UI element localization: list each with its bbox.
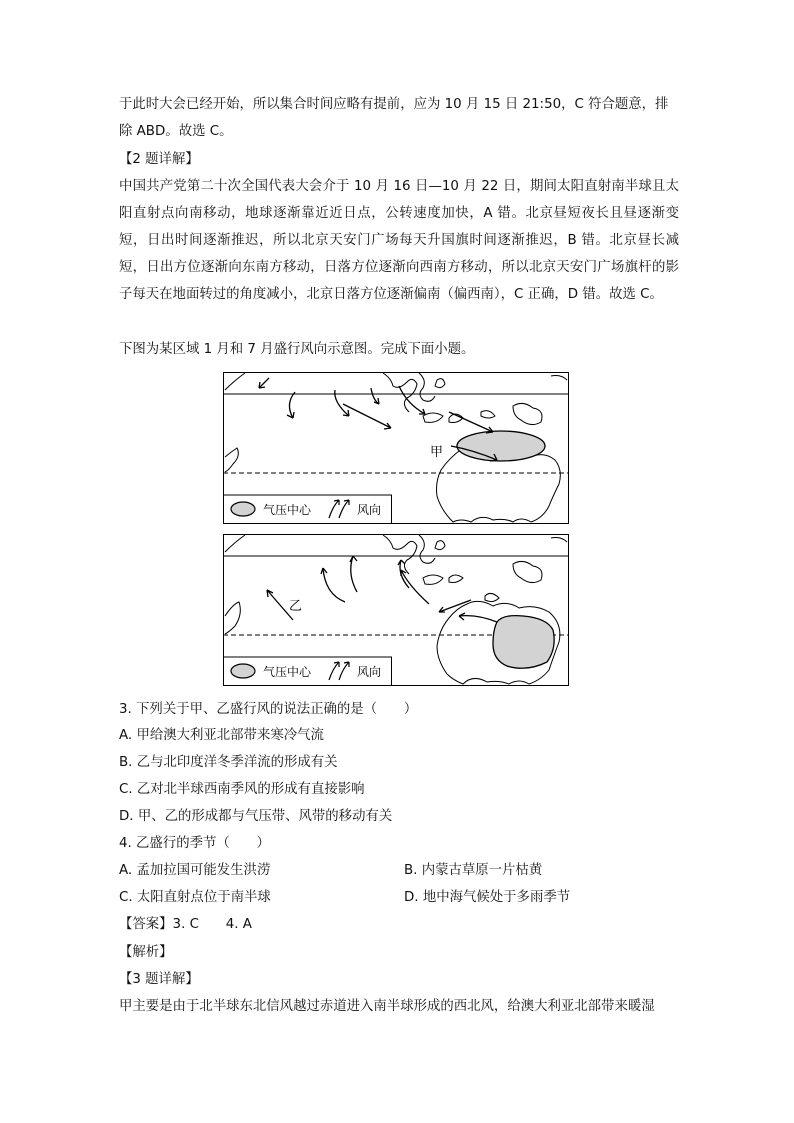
question-4-option-c: C. 太阳直射点位于南半球: [119, 890, 271, 905]
question-4-option-a: A. 孟加拉国可能发生洪涝: [119, 863, 271, 878]
question-3-option-c: C. 乙对北半球西南季风的形成有直接影响: [119, 782, 365, 797]
section-header: 【2 题详解】: [119, 152, 199, 167]
question-3-stem: 3. 下列关于甲、乙盛行风的说法正确的是（ ）: [119, 702, 418, 717]
question-4-stem: 4. 乙盛行的季节（ ）: [119, 836, 270, 851]
pressure-center: [457, 431, 545, 461]
legend-pressure-label: 气压中心: [263, 665, 312, 679]
legend: [224, 495, 392, 524]
text-line: 于此时大会已经开始，所以集合时间应略有提前，应为 10 月 15 日 21:50，C 符合题意，排: [119, 97, 669, 112]
question-3-option-a: A. 甲给澳大利亚北部带来寒冷气流: [119, 728, 324, 743]
question-4-option-b: B. 内蒙古草原一片枯黄: [404, 863, 543, 878]
legend-pressure-swatch: [231, 664, 255, 678]
legend-wind-label: 风向: [357, 503, 382, 517]
legend-pressure-label: 气压中心: [263, 503, 312, 517]
legend: [224, 657, 392, 686]
wind-map-july-svg: [223, 534, 569, 686]
legend-wind-label: 风向: [357, 665, 382, 679]
answer-line: 【答案】3. C 4. A: [119, 917, 252, 932]
text-line: 除 ABD。故选 C。: [119, 124, 233, 139]
wind-map-january: [223, 372, 569, 524]
question-3-option-b: B. 乙与北印度洋冬季洋流的形成有关: [119, 755, 338, 770]
question-3-option-d: D. 甲、乙的形成都与气压带、风带的移动有关: [119, 809, 393, 824]
analysis-header: 【解析】: [119, 945, 173, 960]
paragraph-q3: 甲主要是由于北半球东北信风越过赤道进入南半球形成的西北风，给澳大利亚北部带来暖湿: [119, 999, 655, 1014]
wind-map-january-svg: [223, 372, 569, 524]
figure-intro: 下图为某区域 1 月和 7 月盛行风向示意图。完成下面小题。: [119, 342, 475, 357]
wind-map-july: [223, 534, 569, 686]
question-4-option-d: D. 地中海气候处于多雨季节: [404, 890, 571, 905]
pressure-center: [493, 616, 554, 669]
paragraph-q2: 中国共产党第二十次全国代表大会介于 10 月 16 日—10 月 22 日，期间太阳直射南半球且太阳直射点向南移动，地球逐渐靠近近日点，公转速度加快，A 错。北京昼短夜长且昼逐渐变短，日出时间逐渐推迟，所以北京天安门广场每天升国旗时间逐渐推迟，B 错。北京昼长减短，日出方位逐渐向东南方移动，日落方位逐渐向西南方移动，所以北京天安门广场旗杆的影子每天在地面转过的角度减小，北京日落方位逐渐偏南（偏西南），C 正确，D 错。故选 C。: [119, 179, 679, 302]
label-yi: 乙: [289, 599, 303, 614]
section-header: 【3 题详解】: [119, 972, 199, 987]
label-jia: 甲: [430, 445, 444, 460]
legend-pressure-swatch: [231, 502, 255, 516]
